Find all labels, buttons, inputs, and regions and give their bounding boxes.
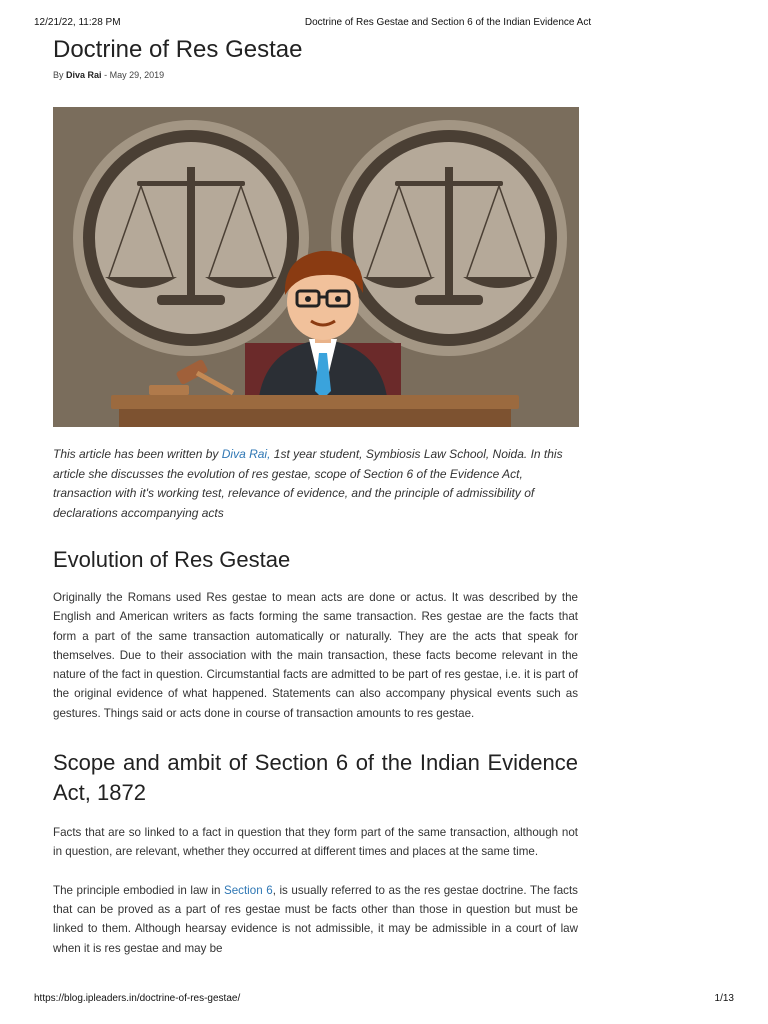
section-heading-scope: Scope and ambit of Section 6 of the Indian Evidence Act, 1872 xyxy=(53,750,578,806)
intro-pre: This article has been written by xyxy=(53,447,222,461)
byline-prefix: By xyxy=(53,70,64,80)
scope-para2-post: , is usually referred to as the res gestae doctrine. The facts that can be proved as a part of res gestae must be facts other than those in question but must be linked to them. Although hearsay evidence is not admissible, it may be admissible in a court of law when it is res gestae and may be xyxy=(53,883,578,955)
left-scales-medallion xyxy=(73,120,309,356)
scope-para2-pre: The principle embodied in law in xyxy=(53,883,224,897)
judge-desk xyxy=(111,395,519,409)
scope-paragraph-1: Facts that are so linked to a fact in question that they form part of the same transaction, although not in question, are relevant, whether they occurred at different times and places at the same time. xyxy=(53,826,578,859)
byline-separator: - xyxy=(104,70,108,80)
print-page-number: 1/13 xyxy=(714,993,734,1004)
print-footer xyxy=(0,993,768,1007)
article xyxy=(53,34,578,958)
intro-post: 1st year student, Symbiosis Law School, Noida. In this article she discusses the evolution of res gestae, scope of Section 6 of the Evidence Act, transaction with it's working test, relevance of evidence, and the principle of admissibility of declarations accompanying acts xyxy=(53,447,563,520)
print-url: https://blog.ipleaders.in/doctrine-of-res-gestae/ xyxy=(34,993,241,1004)
print-doc-title: Doctrine of Res Gestae and Section 6 of the Indian Evidence Act xyxy=(304,17,592,28)
section-heading-evolution: Evolution of Res Gestae xyxy=(53,547,291,572)
judge-scales-illustration xyxy=(53,107,579,427)
evolution-paragraph: Originally the Romans used Res gestae to mean acts are done or actus. It was described by the English and American writers as facts forming the same transaction. Res gestae are the facts that form a part of the same transaction automatically or naturally. They are the acts that speak for themselves. Due to their association with the main transaction, these facts become relevant in the nature of the fact in question. Circumstantial facts are admitted to be part of res gestae, i.e. it is part of the original evidence of what happened. Statements can also accompany physical events such as gestures. Things said or acts done in course of transaction amounts to res gestae. xyxy=(53,591,578,720)
hero-illustration xyxy=(53,107,579,427)
scope-paragraph-2 xyxy=(53,881,578,958)
article-title: Doctrine of Res Gestae xyxy=(53,36,303,63)
print-header xyxy=(0,17,768,31)
right-scales-medallion xyxy=(331,120,567,356)
author-link[interactable]: Diva Rai xyxy=(66,70,102,80)
intro-author-link[interactable]: Diva Rai, xyxy=(221,447,271,461)
section-6-link[interactable]: Section 6 xyxy=(223,883,273,897)
print-datetime: 12/21/22, 11:28 PM xyxy=(34,17,121,28)
publish-date: May 29, 2019 xyxy=(109,70,165,80)
byline xyxy=(53,70,578,80)
article-intro xyxy=(53,445,578,523)
